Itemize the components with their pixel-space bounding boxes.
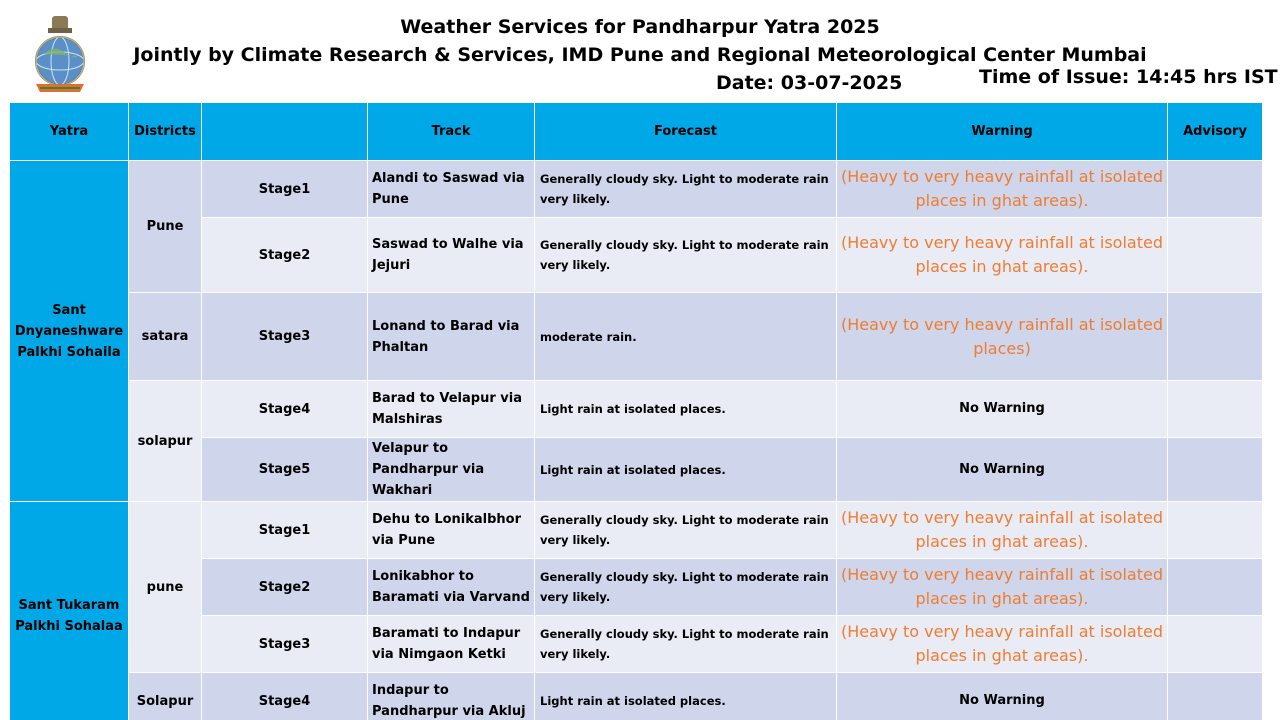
stage-cell: Stage2 xyxy=(202,218,368,293)
forecast-cell: Light rain at isolated places. xyxy=(535,438,837,502)
district-cell: pune xyxy=(129,502,202,673)
advisory-cell xyxy=(1168,218,1263,293)
track-cell: Dehu to Lonikalbhor via Pune xyxy=(368,502,535,559)
track-cell: Baramati to Indapur via Nimgaon Ketki xyxy=(368,616,535,673)
warning-cell: (Heavy to very heavy rainfall at isolated places) xyxy=(837,293,1168,381)
page-subtitle: Jointly by Climate Research & Services, IMD Pune and Regional Meteorological Center Mumbai xyxy=(133,44,1147,66)
track-cell: Lonand to Barad via Phaltan xyxy=(368,293,535,381)
warning-cell: No Warning xyxy=(837,438,1168,502)
warning-cell: (Heavy to very heavy rainfall at isolated places in ghat areas). xyxy=(837,161,1168,218)
time-of-issue: Time of Issue: 14:45 hrs IST xyxy=(979,66,1278,88)
track-cell: Velapur to Pandharpur via Wakhari xyxy=(368,438,535,502)
stage-cell: Stage1 xyxy=(202,502,368,559)
yatra-cell: Sant Dnyaneshware Palkhi Sohaila xyxy=(10,161,129,502)
table-header-row xyxy=(10,103,1263,161)
track-cell: Barad to Velapur via Malshiras xyxy=(368,381,535,438)
warning-cell: (Heavy to very heavy rainfall at isolated places in ghat areas). xyxy=(837,218,1168,293)
forecast-cell: Generally cloudy sky. Light to moderate rain very likely. xyxy=(535,559,837,616)
warning-cell: (Heavy to very heavy rainfall at isolated places in ghat areas). xyxy=(837,502,1168,559)
advisory-cell xyxy=(1168,559,1263,616)
district-cell: solapur xyxy=(129,381,202,502)
table-row xyxy=(10,293,1263,381)
district-cell: Pune xyxy=(129,161,202,293)
col-header-yatra: Yatra xyxy=(10,103,129,161)
forecast-cell: moderate rain. xyxy=(535,293,837,381)
advisory-cell xyxy=(1168,381,1263,438)
table-row xyxy=(10,161,1263,218)
forecast-cell: Light rain at isolated places. xyxy=(535,673,837,720)
advisory-cell xyxy=(1168,438,1263,502)
col-header-districts: Districts xyxy=(129,103,202,161)
warning-cell: No Warning xyxy=(837,381,1168,438)
warning-cell: (Heavy to very heavy rainfall at isolated places in ghat areas). xyxy=(837,559,1168,616)
advisory-cell xyxy=(1168,616,1263,673)
advisory-cell xyxy=(1168,293,1263,381)
table-row xyxy=(10,502,1263,559)
table-row xyxy=(10,673,1263,720)
stage-cell: Stage1 xyxy=(202,161,368,218)
page-title: Weather Services for Pandharpur Yatra 2025 xyxy=(400,16,880,38)
advisory-cell xyxy=(1168,502,1263,559)
forecast-cell: Light rain at isolated places. xyxy=(535,381,837,438)
district-cell: satara xyxy=(129,293,202,381)
advisory-cell xyxy=(1168,161,1263,218)
stage-cell: Stage3 xyxy=(202,293,368,381)
forecast-cell: Generally cloudy sky. Light to moderate rain very likely. xyxy=(535,502,837,559)
stage-cell: Stage2 xyxy=(202,559,368,616)
col-header-warning: Warning xyxy=(837,103,1168,161)
forecast-cell: Generally cloudy sky. Light to moderate rain very likely. xyxy=(535,218,837,293)
warning-cell: (Heavy to very heavy rainfall at isolated places in ghat areas). xyxy=(837,616,1168,673)
col-header-advisory: Advisory xyxy=(1168,103,1263,161)
yatra-cell: Sant Tukaram Palkhi Sohalaa xyxy=(10,502,129,720)
track-cell: Lonikabhor to Baramati via Varvand xyxy=(368,559,535,616)
issue-date: Date: 03-07-2025 xyxy=(716,72,903,94)
col-header-stage xyxy=(202,103,368,161)
district-cell: Solapur xyxy=(129,673,202,720)
stage-cell: Stage5 xyxy=(202,438,368,502)
table-row xyxy=(10,381,1263,438)
stage-cell: Stage4 xyxy=(202,381,368,438)
track-cell: Saswad to Walhe via Jejuri xyxy=(368,218,535,293)
forecast-cell: Generally cloudy sky. Light to moderate rain very likely. xyxy=(535,161,837,218)
stage-cell: Stage3 xyxy=(202,616,368,673)
col-header-forecast: Forecast xyxy=(535,103,837,161)
track-cell: Indapur to Pandharpur via Akluj xyxy=(368,673,535,720)
forecast-table xyxy=(9,102,1263,720)
col-header-track: Track xyxy=(368,103,535,161)
advisory-cell xyxy=(1168,673,1263,720)
forecast-cell: Generally cloudy sky. Light to moderate rain very likely. xyxy=(535,616,837,673)
stage-cell: Stage4 xyxy=(202,673,368,720)
warning-cell: No Warning xyxy=(837,673,1168,720)
track-cell: Alandi to Saswad via Pune xyxy=(368,161,535,218)
